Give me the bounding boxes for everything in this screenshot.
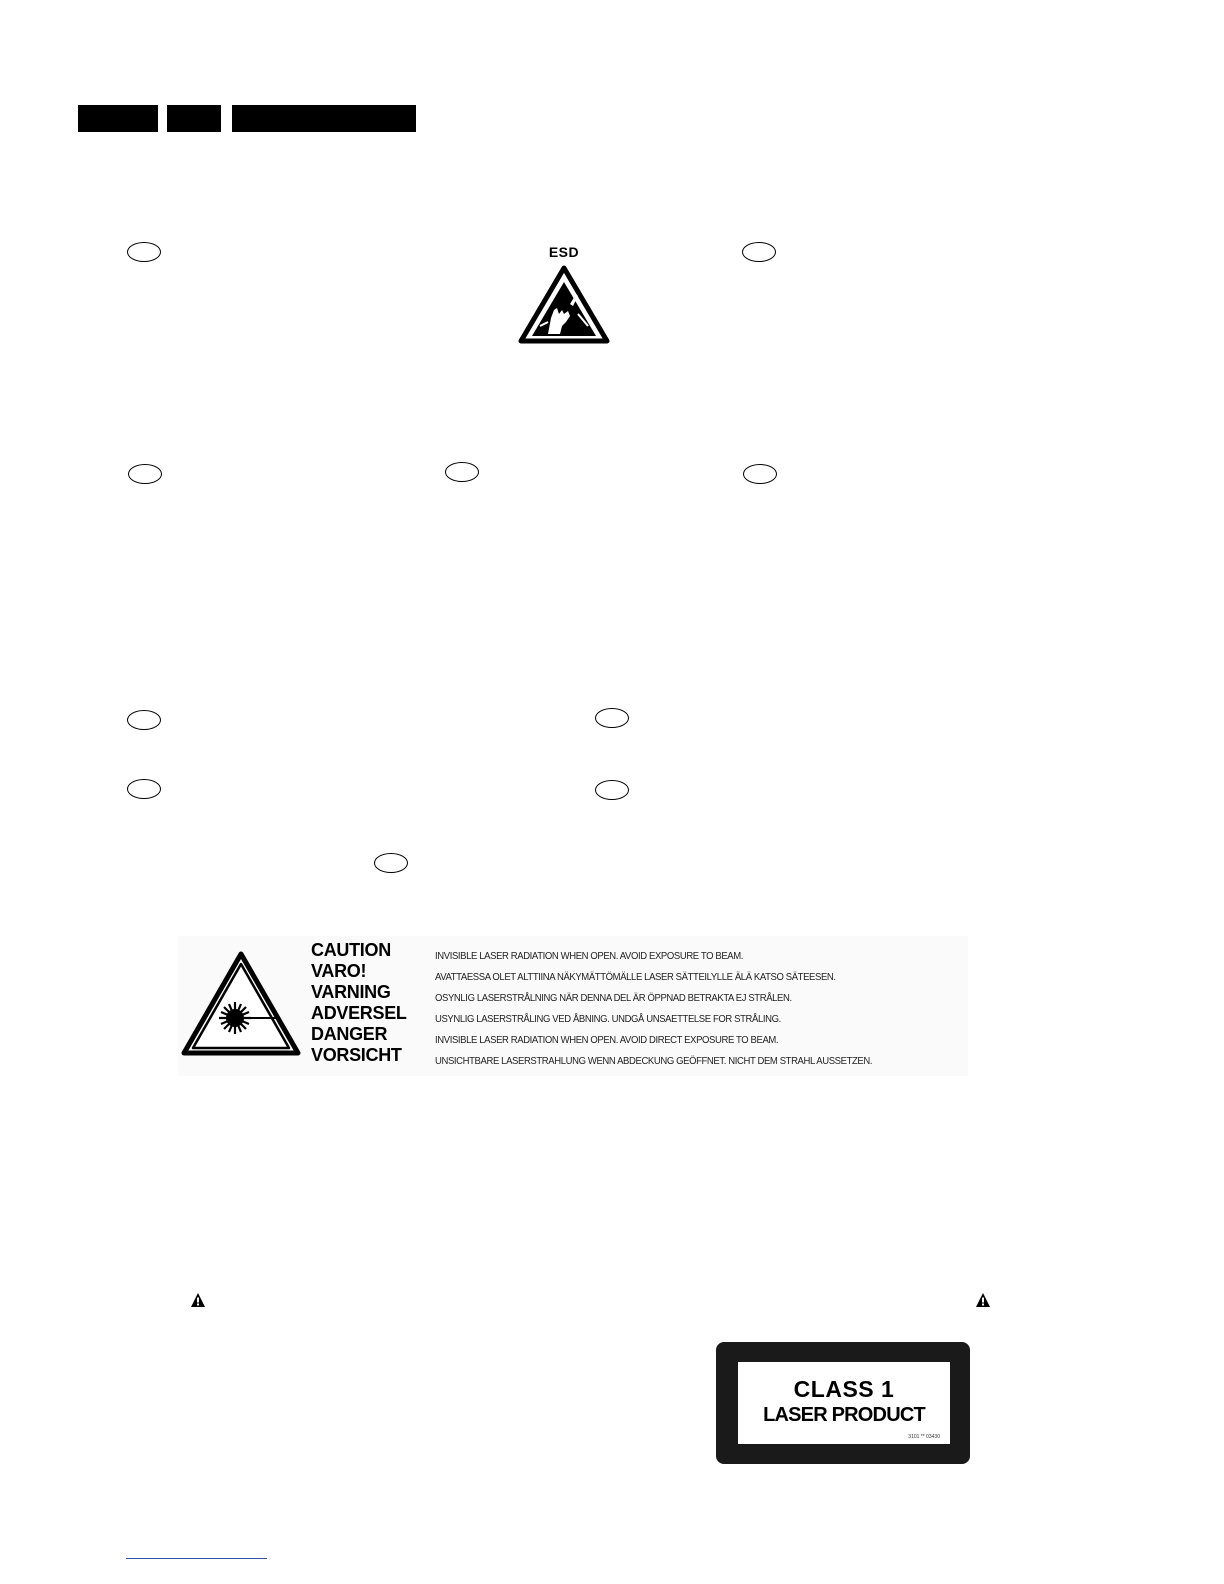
header-bar-3 <box>232 105 416 132</box>
class-label-line1: CLASS 1 <box>793 1376 895 1402</box>
caution-line: USYNLIG LASERSTRÅLING VED ÅBNING. UNDGÅ UNSAETTELSE FOR STRÅLING. <box>435 1014 781 1025</box>
caution-line: INVISIBLE LASER RADIATION WHEN OPEN. AVOID DIRECT EXPOSURE TO BEAM. <box>435 1035 779 1046</box>
caution-word: VARNING <box>311 982 391 1002</box>
language-badge <box>445 462 479 482</box>
language-badge <box>128 464 162 484</box>
caution-word: DANGER <box>311 1024 388 1044</box>
caution-line: AVATTAESSA OLET ALTTIINA NÄKYMÄTTÖMÄLLE LASER SÄTTEILYLLE ÄLÄ KATSO SÄTEESEN. <box>435 972 836 983</box>
language-badge <box>743 464 777 484</box>
caution-line: OSYNLIG LASERSTRÅLNING NÄR DENNA DEL ÄR ÖPPNAD BETRAKTA EJ STRÅLEN. <box>435 993 792 1004</box>
esd-warning-icon <box>518 264 610 344</box>
language-badge <box>127 779 161 799</box>
caution-lines <box>435 946 872 1072</box>
language-badge <box>374 853 408 873</box>
language-badge <box>127 710 161 730</box>
class-label-code: 3101 ** 03430 <box>908 1434 940 1440</box>
header-bar-2 <box>167 105 221 132</box>
warning-triangle-icon <box>975 1292 991 1308</box>
language-badge <box>127 242 161 262</box>
esd-label: ESD <box>548 244 580 260</box>
language-badge <box>742 242 776 262</box>
class-label-inner <box>738 1362 950 1444</box>
caution-word: VORSICHT <box>311 1045 402 1065</box>
language-badge <box>595 780 629 800</box>
footer-rule <box>126 1558 267 1559</box>
class-1-laser-label <box>716 1342 970 1464</box>
laser-warning-icon <box>180 950 302 1058</box>
caution-words <box>311 940 407 1066</box>
caution-word: ADVERSEL <box>311 1003 407 1023</box>
warning-triangle-icon <box>190 1292 206 1308</box>
caution-word: CAUTION <box>311 940 391 960</box>
class-label-line2: LASER PRODUCT <box>763 1404 925 1426</box>
caution-line: INVISIBLE LASER RADIATION WHEN OPEN. AVOID EXPOSURE TO BEAM. <box>435 951 744 962</box>
language-badge <box>595 708 629 728</box>
header-bar-1 <box>78 105 158 132</box>
caution-word: VARO! <box>311 961 367 981</box>
caution-line: UNSICHTBARE LASERSTRAHLUNG WENN ABDECKUNG GEÖFFNET. NICHT DEM STRAHL AUSSETZEN. <box>435 1056 873 1067</box>
